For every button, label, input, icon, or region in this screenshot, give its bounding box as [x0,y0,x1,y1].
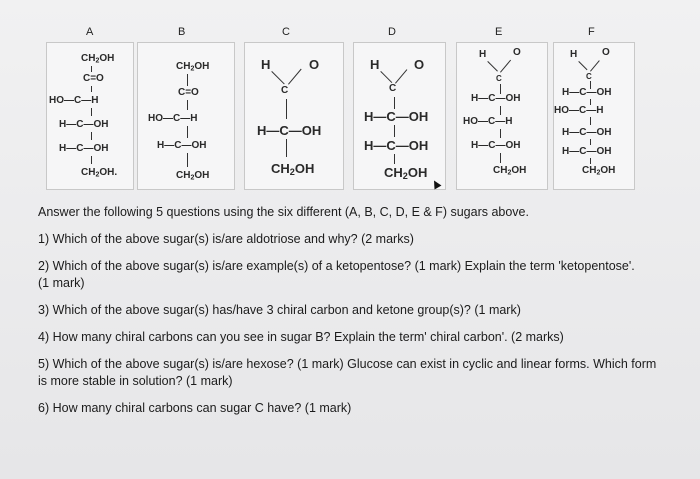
sugar-e-c2: H—C—OH [471,93,521,104]
sugar-a-c4: H—C—OH [59,143,109,154]
label-f: F [588,26,595,38]
sugar-b-top: CH2OH [176,61,210,73]
sugar-d-h: H [370,57,380,72]
bond [91,86,92,92]
sugar-a-c3: H—C—OH [59,119,109,130]
label-e: E [495,26,503,38]
bond [487,61,498,72]
sugar-c-c: C [281,85,289,96]
bond [91,132,92,140]
bond [380,71,392,83]
label-c: C [282,26,290,38]
sugar-e-structure [456,42,548,190]
bond [187,153,188,167]
sugar-f-c3: HO—C—H [554,105,604,116]
sugar-c-o: O [309,57,320,72]
question-3: 3) Which of the above sugar(s) has/have 3 chiral carbon and ketone group(s)? (1 mark) [38,303,521,317]
sugar-labels [0,26,700,42]
sugar-a-bottom: CH2OH. [81,167,118,179]
sugar-c-bottom: $CH_2OH$ [271,161,315,177]
bond [91,156,92,164]
bond [288,69,302,85]
sugar-f-c: C [586,72,592,81]
sugar-b-c3: H—C—OH [157,140,207,151]
sugar-d-c3: H—C—OH [364,138,429,153]
bond [91,108,92,116]
instructions: Answer the following 5 questions using the six different (A, B, C, D, E & F) sugars above. [38,205,529,219]
sugar-f-o: O [602,47,610,58]
bond [500,60,511,73]
question-6: 6) How many chiral carbons can sugar C have? (1 mark) [38,401,352,415]
sugar-f-c5: H—C—OH [562,146,612,157]
bond [395,69,407,83]
sugar-d-o: O [414,57,425,72]
bond [500,153,501,163]
sugar-e-c3: HO—C—H [463,116,513,127]
bond [394,125,395,137]
questions-section [38,204,678,417]
sugar-a-structure [46,42,134,190]
bond [187,74,188,86]
question-1: 1) Which of the above sugar(s) is/are aldotriose and why? (2 marks) [38,232,414,246]
sugar-d-c2: H—C—OH [364,109,429,124]
sugar-f-c2: H—C—OH [562,87,612,98]
sugar-c-h: H [261,57,271,72]
bond [286,139,287,157]
sugar-a-c1: C=O [83,73,104,84]
sugar-b-structure [137,42,235,190]
bond [286,99,287,119]
bond [590,117,591,125]
sugar-e-o: O [513,47,521,58]
bond [500,106,501,115]
bond [590,158,591,164]
sugar-b-bottom: CH2OH [176,170,210,182]
sugar-e-c4: H—C—OH [471,140,521,151]
sugar-b-c2: HO—C—H [148,113,198,124]
label-d: D [388,26,396,38]
bond [578,61,587,70]
bond [590,60,600,71]
sugar-c-c2: H—C—OH [257,123,322,138]
bond [394,97,395,109]
sugar-c-structure [244,42,344,190]
question-5: 5) Which of the above sugar(s) is/are hexose? (1 mark) Glucose can exist in cyclic and linear forms. Which form is more stable in solution? (1 mark) [38,357,657,388]
bond [187,100,188,110]
bond [590,139,591,145]
sugar-d-structure [353,42,446,190]
bond [91,66,92,72]
sugar-a-top: CH2OH [81,53,115,65]
sugar-d-c: C [389,83,397,94]
sugar-a-c2: HO—C—H [49,95,99,106]
bond [187,126,188,138]
bond [271,71,284,84]
sugar-e-bottom: CH2OH [493,165,527,177]
sugar-e-h: H [479,49,487,60]
label-a: A [86,26,94,38]
sugar-f-structure [553,42,635,190]
bond [500,129,501,138]
sugar-f-bottom: CH2OH [582,165,616,177]
question-4: 4) How many chiral carbons can you see in sugar B? Explain the term' chiral carbon'. (2 marks) [38,330,564,344]
sugar-f-c4: H—C—OH [562,127,612,138]
sugar-b-c1: C=O [178,87,199,98]
bond [394,154,395,164]
sugar-d-bottom: $CH_2OH$ [384,165,428,181]
sugar-e-c: C [496,74,502,83]
label-b: B [178,26,186,38]
question-2: 2) Which of the above sugar(s) is/are example(s) of a ketopentose? (1 mark) Explain the term 'ketopentose'. (1 mark) [38,259,635,290]
sugar-f-h: H [570,49,578,60]
